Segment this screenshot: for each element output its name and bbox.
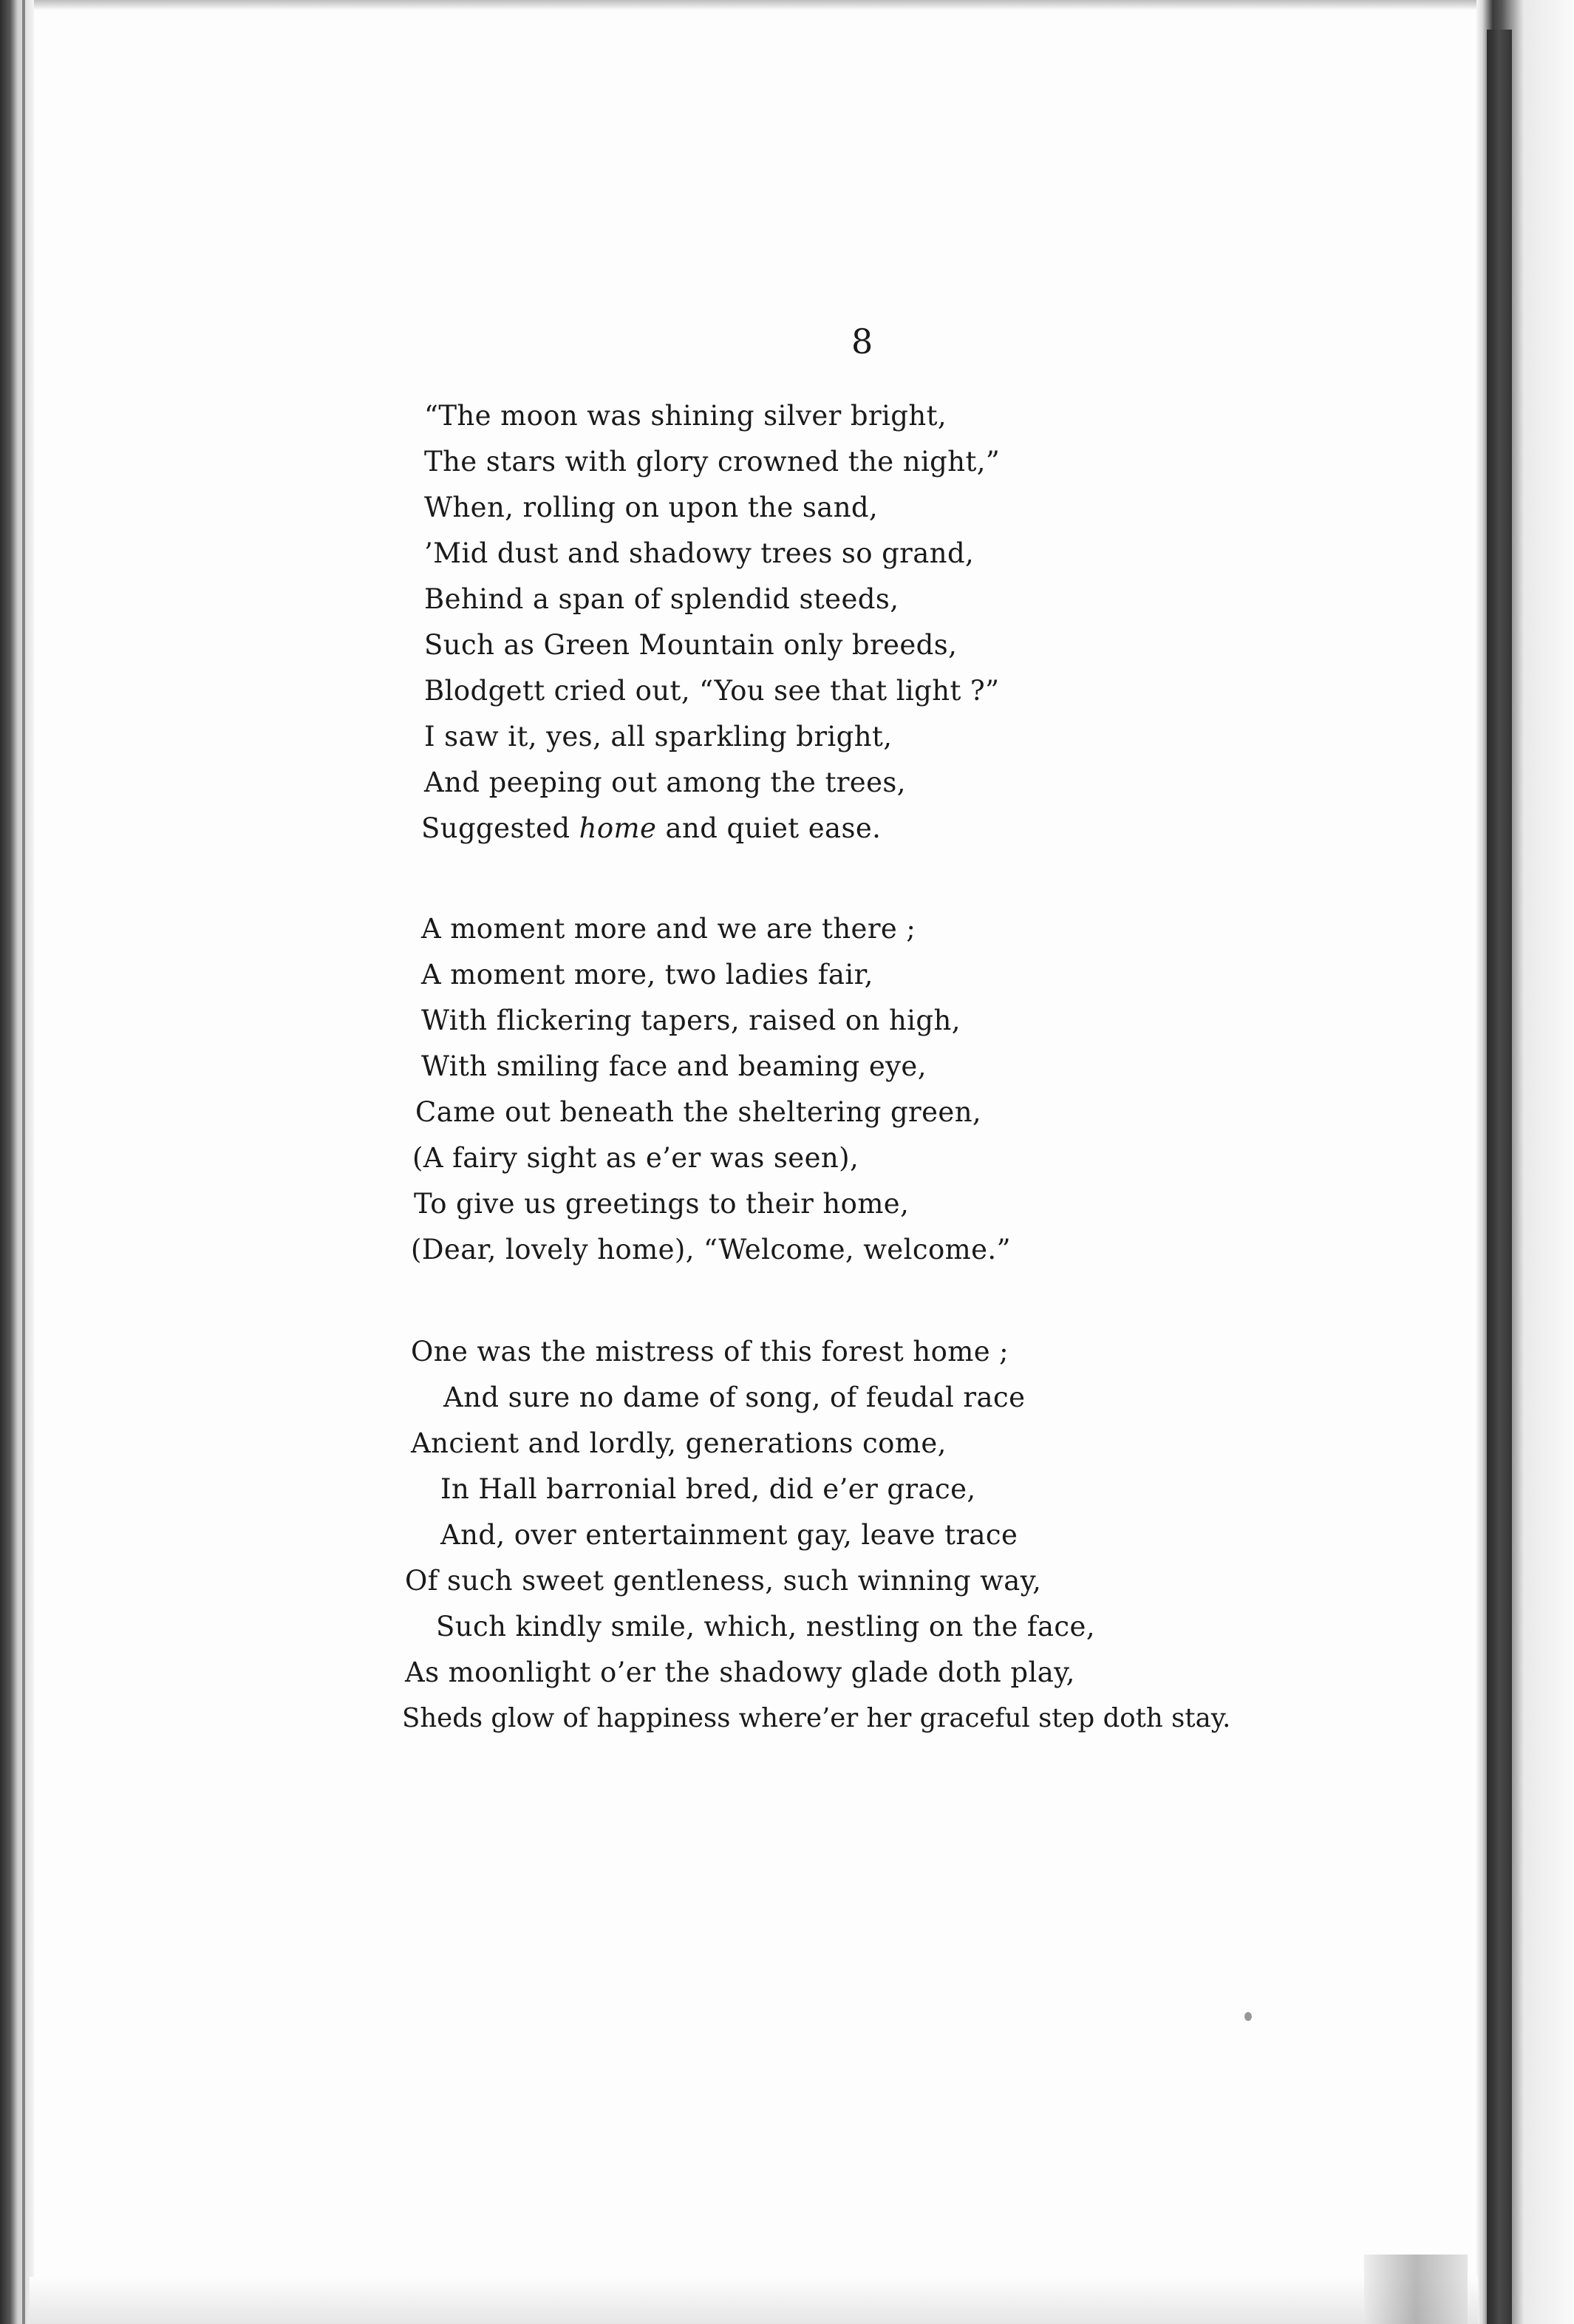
poem-line: With flickering tapers, raised on high, xyxy=(421,1005,961,1036)
poem-line: Such kindly smile, which, nestling on the face, xyxy=(436,1611,1096,1642)
poem-line: Of such sweet gentleness, such winning way, xyxy=(405,1565,1042,1597)
poem-line: Behind a span of splendid steeds, xyxy=(424,583,899,615)
italic-word: home xyxy=(579,812,657,844)
page-bottom-edge xyxy=(30,2277,1478,2324)
poem-line: Such as Green Mountain only breeds, xyxy=(424,629,958,661)
poem-line: “The moon was shining silver bright, xyxy=(424,400,947,432)
adjacent-page-edge xyxy=(1487,30,1512,2324)
ink-speck xyxy=(1244,2012,1252,2021)
poem-line: Came out beneath the sheltering green, xyxy=(415,1096,982,1128)
poem-line: To give us greetings to their home, xyxy=(414,1188,910,1220)
line-text: Suggested xyxy=(421,812,579,844)
poem-line: (Dear, lovely home), “Welcome, welcome.” xyxy=(411,1234,1011,1265)
page-corner xyxy=(1364,2255,1468,2324)
poem-line: Blodgett cried out, “You see that light ?” xyxy=(424,675,1000,707)
poem-line: When, rolling on upon the sand, xyxy=(424,492,879,523)
poem-line: With smiling face and beaming eye, xyxy=(421,1050,927,1082)
poem-line: Sheds glow of happiness where’er her graceful step doth stay. xyxy=(402,1703,1231,1733)
poem-line: The stars with glory crowned the night,” xyxy=(424,446,1001,478)
poem-line: One was the mistress of this forest home ; xyxy=(411,1336,1009,1367)
poem-line: And sure no dame of song, of feudal race xyxy=(443,1382,1026,1413)
line-text: and quiet ease. xyxy=(656,812,882,844)
poem-line: And, over entertainment gay, leave trace xyxy=(440,1519,1018,1551)
poem-line: As moonlight o’er the shadowy glade doth play, xyxy=(405,1657,1075,1688)
poem-line: A moment more and we are there ; xyxy=(421,913,916,945)
poem-line: I saw it, yes, all sparkling bright, xyxy=(424,721,893,752)
poem-line: And peeping out among the trees, xyxy=(424,767,906,798)
poem-line: ’Mid dust and shadowy trees so grand, xyxy=(424,537,975,569)
page-number: 8 xyxy=(851,322,873,361)
poem-line: (A fairy sight as e’er was seen), xyxy=(412,1142,859,1174)
poem-line: Ancient and lordly, generations come, xyxy=(411,1427,947,1459)
poem-line: In Hall barronial bred, did e’er grace, xyxy=(440,1473,976,1505)
page-top-edge xyxy=(0,0,1574,10)
poem-line: A moment more, two ladies fair, xyxy=(421,959,873,991)
poem-line xyxy=(421,810,881,847)
